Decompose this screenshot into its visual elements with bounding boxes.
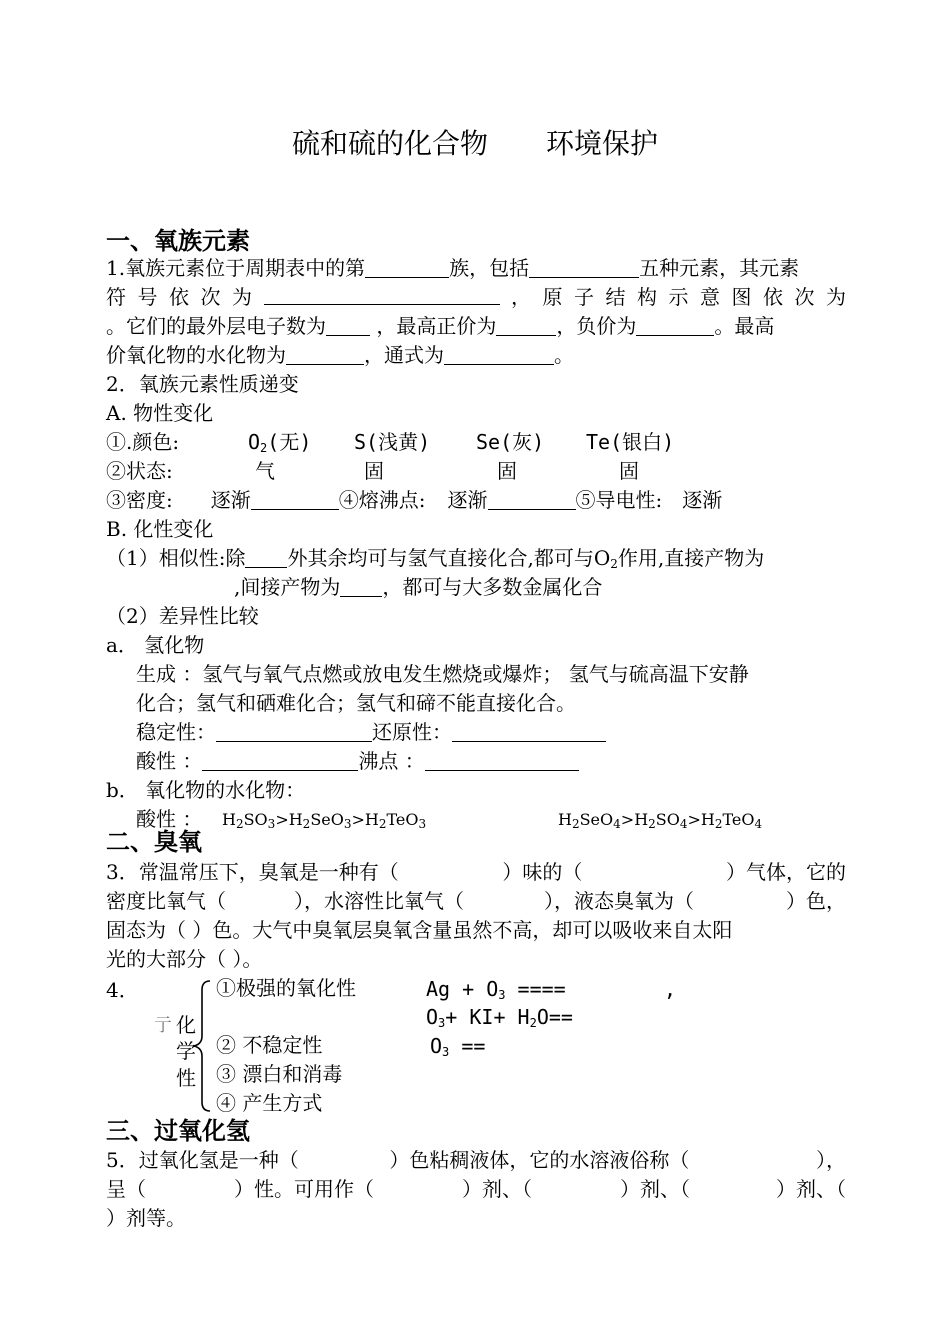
- page-title: 硫和硫的化合物 环境保护: [291, 127, 659, 160]
- q1-line4: 价氧化物的水化物为 ，通式为 。: [106, 343, 574, 367]
- section-heading-peroxide: 三、过氧化氢: [106, 1117, 250, 1145]
- state-label: ②状态:: [106, 459, 173, 483]
- state-o: 气: [255, 459, 275, 483]
- similarity-line2: ,间接产物为 ，都可与大多数金属化合: [234, 575, 603, 599]
- q5-line1: 5．过氧化氢是一种（ ）色粘稠液体，它的水溶液俗称（ ），: [106, 1148, 846, 1172]
- curly-brace-icon: [190, 978, 214, 1114]
- q2-title: 2．氧族元素性质递变: [106, 372, 299, 396]
- chemical-change-label: B. 化性变化: [106, 517, 214, 541]
- q3-line4: 光的大部分（ ）。: [106, 947, 263, 971]
- generation-line1: 生成 ：氢气与氧气点燃或放电发生燃烧或爆炸； 氢气与硫高温下安静: [136, 662, 749, 686]
- color-o2: $O_2$(无): [248, 430, 312, 455]
- state-s: 固: [364, 459, 384, 483]
- acidity-row: 酸性 ： 沸点 ：: [136, 747, 579, 776]
- q4-item-oxidation: ①极强的氧化性: [216, 976, 356, 1000]
- q5-line2: 呈（ ）性。可用作（ ）剂、（ ）剂、（ ）剂、（: [106, 1177, 846, 1201]
- acidity-formula-1: $H_2SO_3>H_2SeO_3>H_2TeO_3$: [222, 810, 427, 831]
- density-row: ③密度: 逐渐 ④熔沸点: 逐渐 ⑤导电性: 逐渐: [106, 488, 723, 512]
- reaction-o3-decomp: $O_3$ ==: [430, 1034, 486, 1059]
- q4-number: 4．: [106, 978, 139, 1002]
- acidity-formula-2: $H_2SeO_4>H_2SO_4>H_2TeO_4$: [558, 810, 763, 831]
- color-label: ①.颜色:: [106, 430, 180, 454]
- hydride-label: a． 氢化物: [106, 633, 205, 657]
- state-se: 固: [497, 459, 517, 483]
- oxide-acidity-label: 酸性 ：: [136, 807, 203, 831]
- q1-line1: 1.氧族元素位于周期表中的第 族，包括 五种元素，其元素: [106, 256, 800, 280]
- q5-line3: ）剂等。: [106, 1206, 186, 1230]
- similarity-line1: （1）相似性:除 外其余均可与氢气直接化合,都可与$O_2$作用,直接产物为: [106, 546, 765, 571]
- state-te: 固: [619, 459, 639, 483]
- color-te: Te(银白): [586, 430, 675, 454]
- reaction-o3-ki: $O_3+ KI+ H_2O==$: [426, 1005, 573, 1030]
- q4-side-char-2: 学: [176, 1039, 196, 1063]
- section-heading-ozone: 二、臭氧: [106, 828, 202, 856]
- q4-side-char-1: 化: [176, 1013, 196, 1037]
- difference-label: （2）差异性比较: [106, 604, 259, 628]
- physical-change-label: A. 物性变化: [106, 401, 214, 425]
- q3-line1: 3．常温常压下，臭氧是一种有（ ）味的（ ）气体，它的: [106, 860, 846, 884]
- color-se: Se(灰): [476, 430, 545, 454]
- q4-item-instability: ② 不稳定性: [216, 1033, 323, 1057]
- q1-line2: 符 号 依 次 为 ， 原 子 结 构 示 意 图 依 次 为: [106, 285, 846, 309]
- q4-side-fragment: 亍: [154, 1015, 172, 1036]
- q3-line2: 密度比氧气（ ），水溶性比氧气（ ），液态臭氧为（ ）色，: [106, 889, 846, 913]
- oxide-hydrate-label: b． 氧化物的水化物：: [106, 778, 306, 802]
- section-heading-oxygen-family: 一、氧族元素: [106, 227, 250, 255]
- reaction-ag-o3: $Ag + O_3$ ====: [426, 977, 566, 1002]
- q4-side-char-3: 性: [176, 1066, 196, 1090]
- q4-item-production: ④ 产生方式: [216, 1091, 323, 1115]
- q3-line3: 固态为（ ）色。大气中臭氧层臭氧含量虽然不高，却可以吸收来自太阳: [106, 918, 733, 942]
- color-s: S(浅黄): [354, 430, 431, 454]
- stability-row: 稳定性： 还原性：: [136, 718, 606, 747]
- generation-line2: 化合；氢气和硒难化合；氢气和碲不能直接化合。: [136, 691, 576, 715]
- q1-line3: 。它们的最外层电子数为 ，最高正价为 ，负价为 。最高: [106, 314, 775, 338]
- reaction-comma: ,: [664, 977, 677, 1001]
- q4-item-bleach: ③ 漂白和消毒: [216, 1062, 343, 1086]
